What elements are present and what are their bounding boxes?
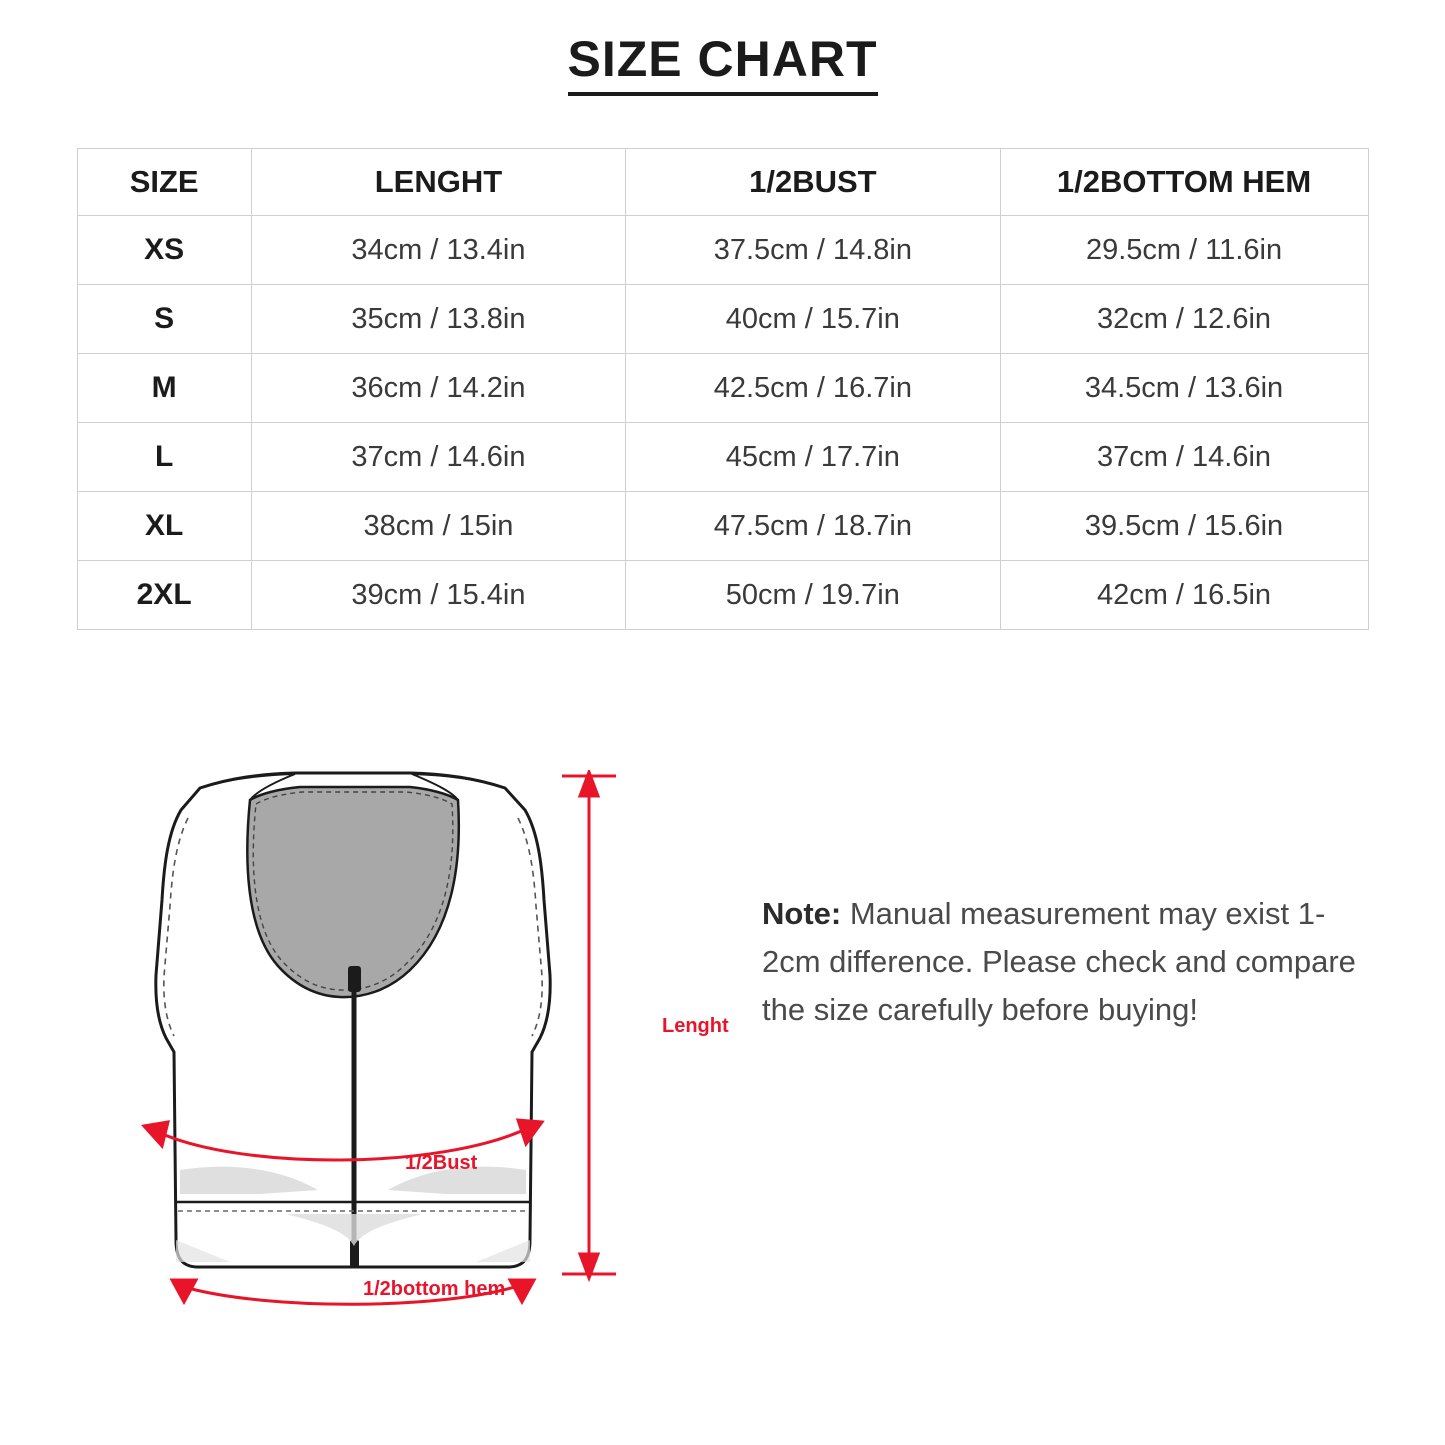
table-row bbox=[77, 285, 1368, 354]
cell-lenght: 38cm / 15in bbox=[251, 492, 625, 561]
cell-lenght: 39cm / 15.4in bbox=[251, 561, 625, 630]
note-text bbox=[762, 890, 1362, 1034]
table-row bbox=[77, 423, 1368, 492]
cell-bust: 40cm / 15.7in bbox=[626, 285, 1000, 354]
cell-size: 2XL bbox=[77, 561, 251, 630]
cell-bust: 42.5cm / 16.7in bbox=[626, 354, 1000, 423]
measure-label-bust: 1/2Bust bbox=[405, 1152, 478, 1174]
garment-diagram bbox=[110, 770, 729, 1330]
cell-size: XS bbox=[77, 216, 251, 285]
column-header-lenght: LENGHT bbox=[251, 149, 625, 216]
table-header-row bbox=[77, 149, 1368, 216]
page-title: SIZE CHART bbox=[568, 30, 878, 96]
cell-lenght: 37cm / 14.6in bbox=[251, 423, 625, 492]
note-body: Manual measurement may exist 1-2cm difference. Please check and compare the size carefully before buying! bbox=[762, 896, 1356, 1028]
measure-label-length: Lenght bbox=[662, 1015, 729, 1037]
column-header-size: SIZE bbox=[77, 149, 251, 216]
page-title-bar bbox=[0, 0, 1445, 96]
column-header-bust: 1/2BUST bbox=[626, 149, 1000, 216]
cell-size: M bbox=[77, 354, 251, 423]
column-header-bottom-hem: 1/2BOTTOM HEM bbox=[1000, 149, 1368, 216]
cell-lenght: 34cm / 13.4in bbox=[251, 216, 625, 285]
cell-bust: 50cm / 19.7in bbox=[626, 561, 1000, 630]
table-row bbox=[77, 492, 1368, 561]
cell-size: S bbox=[77, 285, 251, 354]
cell-lenght: 36cm / 14.2in bbox=[251, 354, 625, 423]
measure-label-hem: 1/2bottom hem bbox=[363, 1278, 506, 1300]
cell-hem: 42cm / 16.5in bbox=[1000, 561, 1368, 630]
table-row bbox=[77, 216, 1368, 285]
cell-lenght: 35cm / 13.8in bbox=[251, 285, 625, 354]
cell-hem: 34.5cm / 13.6in bbox=[1000, 354, 1368, 423]
cell-size: L bbox=[77, 423, 251, 492]
cell-hem: 29.5cm / 11.6in bbox=[1000, 216, 1368, 285]
cell-hem: 37cm / 14.6in bbox=[1000, 423, 1368, 492]
table-row bbox=[77, 561, 1368, 630]
cell-hem: 32cm / 12.6in bbox=[1000, 285, 1368, 354]
cell-size: XL bbox=[77, 492, 251, 561]
cell-bust: 45cm / 17.7in bbox=[626, 423, 1000, 492]
cell-hem: 39.5cm / 15.6in bbox=[1000, 492, 1368, 561]
measurement-illustration-section bbox=[0, 760, 1445, 1380]
table-row bbox=[77, 354, 1368, 423]
note-prefix: Note: bbox=[762, 896, 842, 931]
size-chart-table-wrap bbox=[77, 148, 1369, 630]
size-chart-table bbox=[77, 148, 1369, 630]
cell-bust: 37.5cm / 14.8in bbox=[626, 216, 1000, 285]
cell-bust: 47.5cm / 18.7in bbox=[626, 492, 1000, 561]
